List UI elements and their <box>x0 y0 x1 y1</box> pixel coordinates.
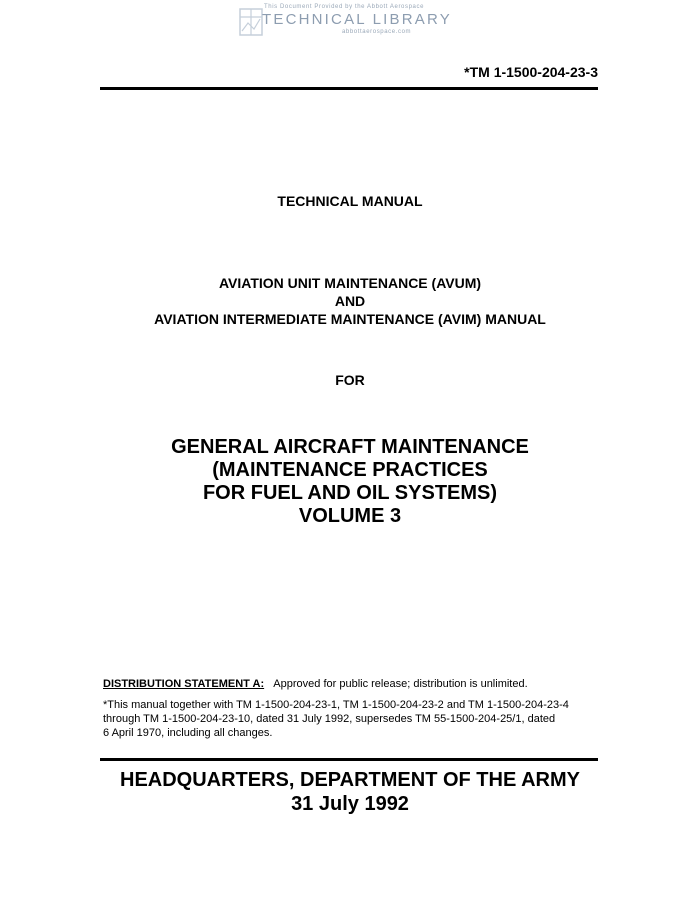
for-heading <box>0 372 700 388</box>
main-title-block <box>0 436 700 528</box>
manual-type-line-2: AND <box>334 293 366 309</box>
distribution-label: DISTRIBUTION STATEMENT A: <box>103 678 265 690</box>
technical-manual-text: TECHNICAL MANUAL <box>277 193 423 209</box>
tm-number: *TM 1-1500-204-23-3 <box>464 64 598 80</box>
manual-type-line-1: AVIATION UNIT MAINTENANCE (AVUM) <box>218 275 482 291</box>
headquarters-block <box>0 768 700 816</box>
supersede-line-2: through TM 1-1500-204-23-10, dated 31 July 1992, supersedes TM 55-1500-204-25/1, dated <box>103 713 556 725</box>
top-divider <box>100 87 598 90</box>
watermark-library-title: TECHNICAL LIBRARY <box>262 11 452 28</box>
main-title-line-3: FOR FUEL AND OIL SYSTEMS) <box>202 482 498 504</box>
bottom-divider <box>100 758 598 761</box>
for-text: FOR <box>335 372 365 388</box>
distribution-statement <box>103 678 528 690</box>
main-title-line-2: (MAINTENANCE PRACTICES <box>212 459 488 481</box>
main-title-line-1: GENERAL AIRCRAFT MAINTENANCE <box>171 436 529 458</box>
headquarters-text: HEADQUARTERS, DEPARTMENT OF THE ARMY <box>120 769 580 791</box>
manual-type-block <box>0 274 700 328</box>
watermark-provider-text: This Document Provided by the Abbott Aerospace <box>264 4 425 10</box>
distribution-text: Approved for public release; distribution is unlimited. <box>273 678 528 690</box>
watermark <box>238 2 470 42</box>
manual-type-line-3: AVIATION INTERMEDIATE MAINTENANCE (AVIM) MANUAL <box>154 311 546 327</box>
watermark-url: abbottaerospace.com <box>342 29 412 35</box>
supersede-note <box>103 698 569 740</box>
technical-manual-heading <box>0 193 700 209</box>
supersede-line-3: 6 April 1970, including all changes. <box>103 727 273 739</box>
volume-line: VOLUME 3 <box>298 505 402 527</box>
supersede-line-1: *This manual together with TM 1-1500-204-23-1, TM 1-1500-204-23-2 and TM 1-1500-204-23-4 <box>103 699 569 711</box>
publication-date: 31 July 1992 <box>291 793 409 815</box>
